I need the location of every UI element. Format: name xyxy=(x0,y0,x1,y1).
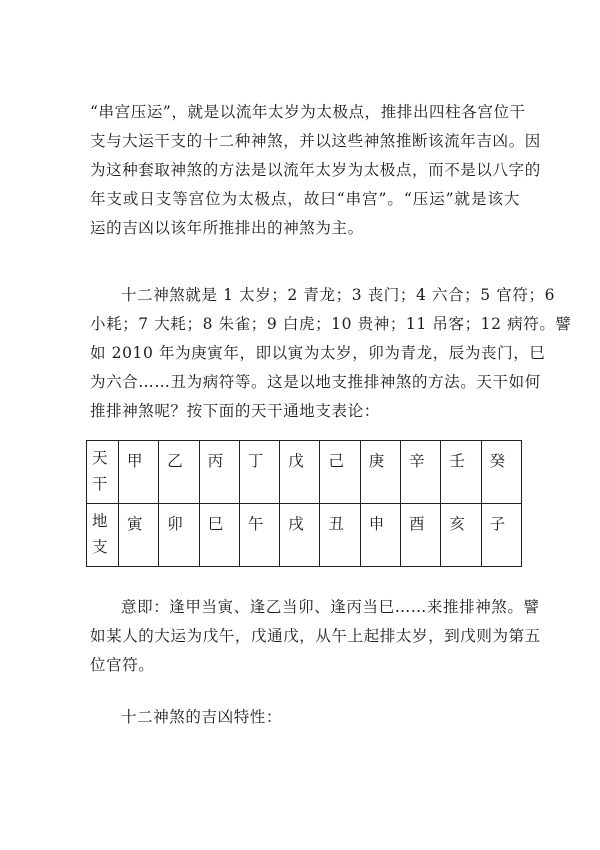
table-cell: 庚 xyxy=(360,441,400,504)
table-cell: 子 xyxy=(481,504,521,567)
paragraph-table-explanation xyxy=(90,593,541,680)
section-heading-shensha-traits xyxy=(90,703,520,732)
text-line: 意即：逢甲当寅、逢乙当卯、逢丙当巳……来推排神煞。譬 xyxy=(121,598,540,616)
table-cell: 戊 xyxy=(280,441,320,504)
table-cell: 甲 xyxy=(119,441,159,504)
table-cell: 己 xyxy=(320,441,360,504)
paragraph-chuan-gong-ya-yun xyxy=(90,98,541,243)
table-row-tiangan xyxy=(87,441,522,504)
table-cell: 癸 xyxy=(481,441,521,504)
table-cell: 寅 xyxy=(119,504,159,567)
text-line: 十二神煞就是 1 太岁；2 青龙；3 丧门；4 六合；5 官符；6 xyxy=(121,286,556,304)
header-char: 支 xyxy=(92,538,108,556)
text-line: 运的吉凶以该年所推排出的神煞为主。 xyxy=(90,219,364,237)
table-cell: 辛 xyxy=(401,441,441,504)
text-line: 如某人的大运为戊午，戊通戊，从午上起排太岁，到戊则为第五 xyxy=(90,627,541,645)
table-cell: 午 xyxy=(239,504,279,567)
text-line: 推排神煞呢？按下面的天干通地支表论： xyxy=(90,402,380,420)
row-header-dizhi xyxy=(87,504,119,567)
table-cell: 乙 xyxy=(159,441,199,504)
header-char: 地 xyxy=(92,512,108,530)
text-line: 十二神煞的吉凶特性： xyxy=(121,708,283,726)
text-line: “串宫压运”，就是以流年太岁为太极点，推排出四柱各宫位干 xyxy=(90,103,526,121)
table-row-dizhi xyxy=(87,504,522,567)
row-header-tiangan xyxy=(87,441,119,504)
header-char: 干 xyxy=(92,475,108,493)
table-cell: 卯 xyxy=(159,504,199,567)
table-cell: 丙 xyxy=(199,441,239,504)
paragraph-twelve-shensha-list xyxy=(90,281,572,426)
table-cell: 亥 xyxy=(441,504,481,567)
text-line: 为这种套取神煞的方法是以流年太岁为太极点，而不是以八字的 xyxy=(90,161,541,179)
text-line: 如 2010 年为庚寅年，即以寅为太岁，卯为青龙，辰为丧门，巳 xyxy=(90,344,546,362)
table-cell: 申 xyxy=(360,504,400,567)
table-cell: 酉 xyxy=(401,504,441,567)
tiangan-dizhi-table xyxy=(86,440,522,567)
table-cell: 壬 xyxy=(441,441,481,504)
text-line: 位官符。 xyxy=(90,656,155,674)
text-line: 小耗；7 大耗；8 朱雀；9 白虎；10 贵神；11 吊客；12 病符。譬 xyxy=(90,315,572,333)
table-cell: 戌 xyxy=(280,504,320,567)
text-line: 支与大运干支的十二种神煞，并以这些神煞推断该流年吉凶。因 xyxy=(90,132,541,150)
header-char: 天 xyxy=(92,449,108,467)
text-line: 为六合……丑为病符等。这是以地支推排神煞的方法。天干如何 xyxy=(90,373,541,391)
table-cell: 丁 xyxy=(239,441,279,504)
table-cell: 丑 xyxy=(320,504,360,567)
table-cell: 巳 xyxy=(199,504,239,567)
text-line: 年支或日支等宫位为太极点，故曰“串宫”。“压运”就是该大 xyxy=(90,190,520,208)
